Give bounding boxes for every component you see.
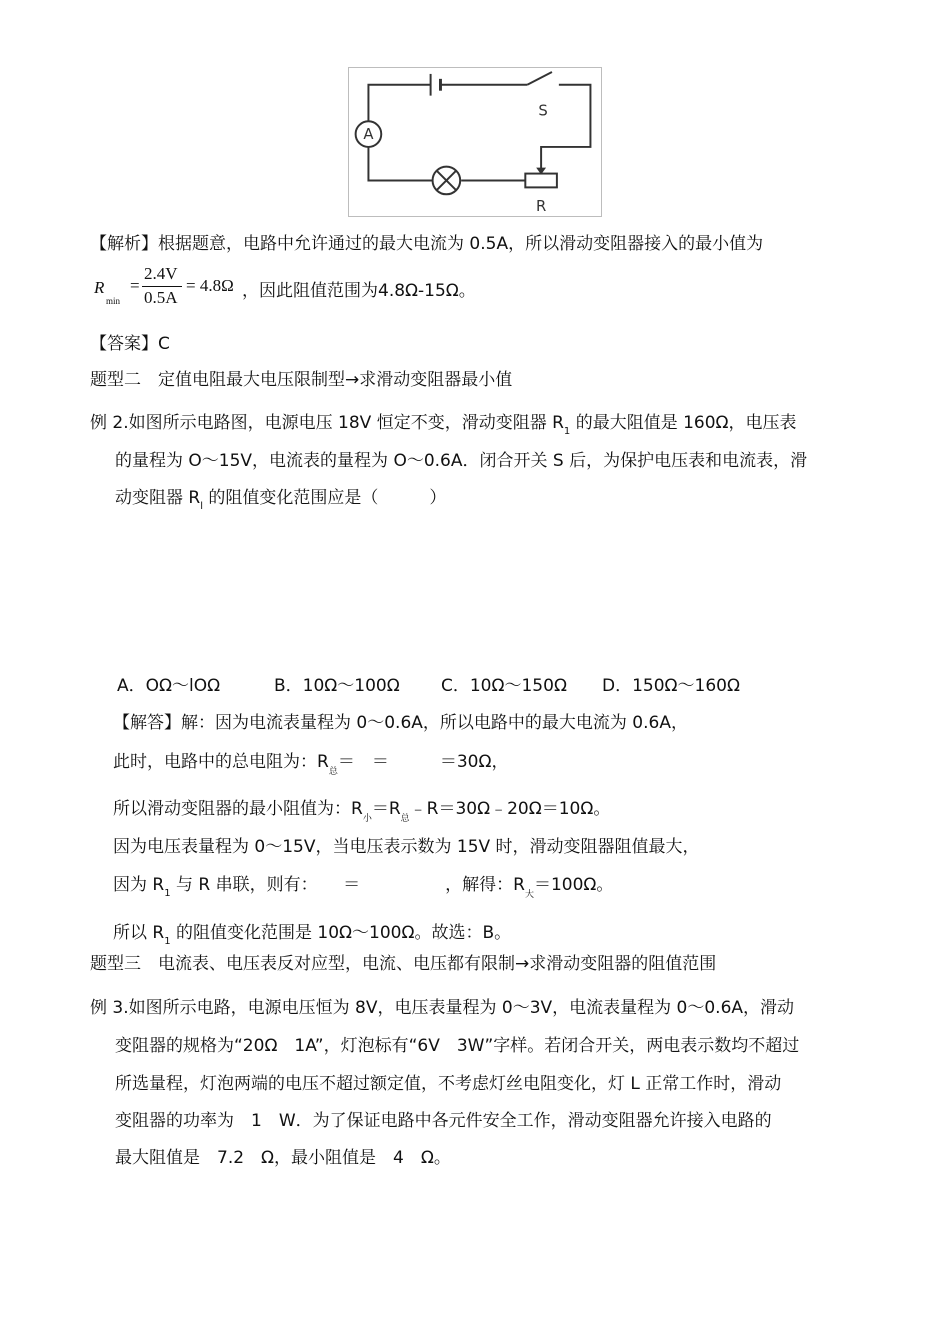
solution-line-1: 【解答】解：因为电流表量程为 0～0.6A，所以电路中的最大电流为 0.6A， bbox=[113, 713, 688, 733]
ammeter-icon bbox=[356, 121, 382, 147]
example2-line-1: 例 2.如图所示电路图，电源电压 18V 恒定不变，滑动变阻器 $R_1$ 的最大阻值是 160Ω，电压表 bbox=[90, 413, 797, 437]
ammeter-label: A bbox=[363, 126, 374, 144]
switch-label: S bbox=[538, 102, 548, 120]
fraction-denominator: 0.5A bbox=[144, 288, 178, 307]
example3-line-3: 所选量程，灯泡两端的电压不超过额定值，不考虑灯丝电阻变化，灯 L 正常工作时，滑动 bbox=[115, 1074, 782, 1094]
example3-line-1: 例 3.如图所示电路，电源电压恒为 8V，电压表量程为 0～3V，电流表量程为 0～0.6A，滑动 bbox=[90, 998, 795, 1018]
option-b: B．10Ω～100Ω bbox=[274, 676, 400, 696]
analysis-line-1: 【解析】根据题意，电路中允许通过的最大电流为 0.5A，所以滑动变阻器接入的最小值为 bbox=[90, 234, 764, 254]
example3-line-5: 最大阻值是 7.2 Ω，最小阻值是 4 Ω。 bbox=[115, 1148, 451, 1168]
lamp-icon bbox=[433, 167, 461, 195]
circuit-diagram bbox=[348, 67, 602, 217]
option-d: D．150Ω～160Ω bbox=[602, 676, 740, 696]
solution-line-6: 所以 $R_1$ 的阻值变化范围是 10Ω～100Ω。故选：B。 bbox=[113, 923, 512, 947]
formula-line: R min = 2.4V 0.5A = 4.8Ω ，因此阻值范围为4.8Ω-15Ω。 bbox=[94, 264, 476, 307]
solution-line-2: 此时，电路中的总电阻为：$R_总=$ ＝ ＝30Ω， bbox=[113, 752, 509, 777]
solution-line-4: 因为电压表量程为 0～15V，当电压表示数为 15V 时，滑动变阻器阻值最大， bbox=[113, 837, 700, 857]
example2-line-3: 动变阻器 $R_l$ 的阻值变化范围应是（ ） bbox=[115, 488, 447, 512]
solution-line-3: 所以滑动变阻器的最小阻值为：$R_小=R_总﹣R=30\Omega﹣20\Omega=10\Omega$。 bbox=[113, 799, 611, 824]
example2-line-2: 的量程为 O～15V，电流表的量程为 O～0.6A．闭合开关 S 后，为保护电压表和电流表，滑 bbox=[115, 451, 808, 471]
section-title-type2: 题型二 定值电阻最大电压限制型→求滑动变阻器最小值 bbox=[90, 370, 513, 390]
option-a: A．OΩ～lOΩ bbox=[117, 676, 221, 696]
example3-line-2: 变阻器的规格为“20Ω 1A”，灯泡标有“6V 3W”字样。若闭合开关，两电表示数均不超过 bbox=[115, 1036, 800, 1056]
option-c: C．10Ω～150Ω bbox=[441, 676, 567, 696]
fraction-bar bbox=[142, 286, 182, 287]
section-title-type3: 题型三 电流表、电压表反对应型，电流、电压都有限制→求滑动变阻器的阻值范围 bbox=[90, 954, 717, 974]
example3-line-4: 变阻器的功率为 1 W．为了保证电路中各元件安全工作，滑动变阻器允许接入电路的 bbox=[115, 1111, 772, 1131]
fraction-numerator: 2.4V bbox=[144, 264, 178, 283]
solution-line-5: 因为 $R_1$ 与 R 串联，则有： ＝ ，解得：$R_大=100\Omega$。 bbox=[113, 875, 614, 900]
answer-line: 【答案】C bbox=[90, 334, 170, 354]
resistor-label: R bbox=[535, 198, 547, 216]
analysis-label: 【解析】 bbox=[90, 234, 158, 254]
